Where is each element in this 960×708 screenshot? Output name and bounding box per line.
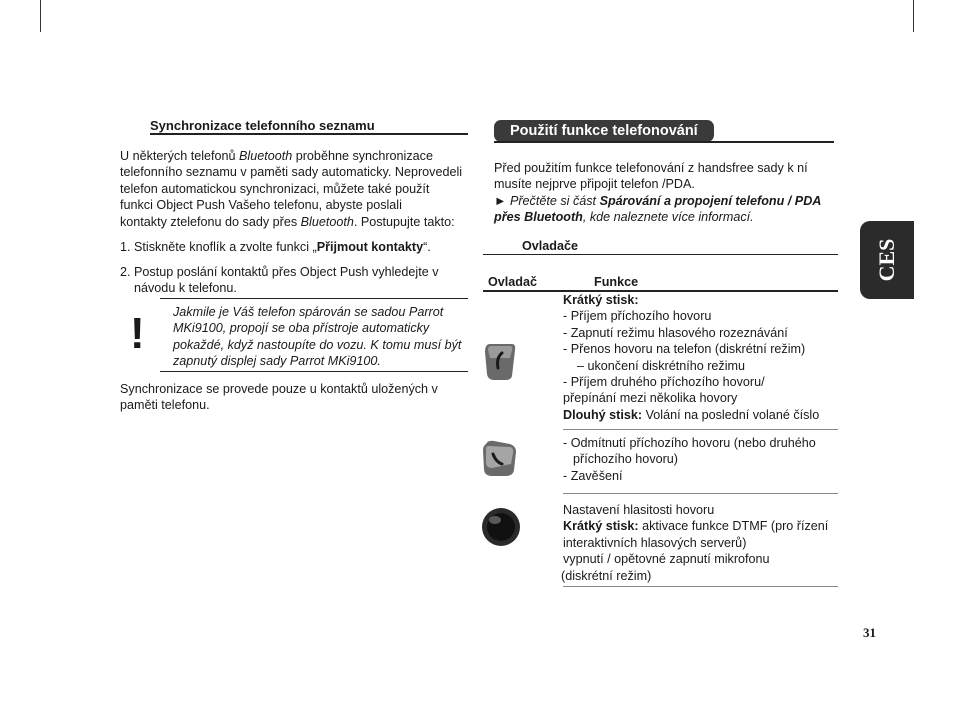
language-tab — [860, 221, 914, 299]
right-intro: Před použitím funkce telefonování z handsfree sady k ní musíte nejprve připojit telefon /PDA. ► Přečtěte si část Spárování a propojení telefonu / PDA přes Bluetooth, kde naleznete více informací. — [494, 161, 822, 225]
call-button-icon — [482, 340, 520, 384]
col-header-control: Ovladač — [488, 275, 538, 289]
intro-line: U některých telefonů Bluetooth proběhne synchronizace — [120, 149, 433, 163]
sync-outro: Synchronizace se provede pouze u kontaktů uložených v paměti telefonu. — [120, 382, 438, 413]
page-number: 31 — [863, 625, 876, 640]
step-1: 1. Stiskněte knoflík a zvolte funkci „Přijmout kontakty“. — [120, 240, 431, 254]
language-tab-label: CES — [874, 238, 899, 282]
col-header-function: Funkce — [594, 275, 639, 289]
sync-heading: Synchronizace telefonního seznamu — [150, 118, 375, 133]
note-text: Jakmile je Váš telefon spárován se sadou Parrot MKi9100, propojí se oba přístroje automaticky pokaždé, když nastoupíte do vozu. K tomu musí být zapnutý displej sady Parrot MKi9100. — [173, 305, 462, 369]
row1-functions: Krátký stisk: - Příjem příchozího hovoru - Zapnutí režimu hlasového rozeznávání - Přenos hovoru na telefon (diskrétní režim) – ukončení diskrétního režimu - Příjem druhého příchozího hovoru/ přepínání mezi několika hovory Dlouhý stisk: Volání na poslední volané číslo — [563, 293, 820, 422]
sync-intro — [120, 148, 480, 230]
row3-functions: Nastavení hlasitosti hovoru Krátký stisk: aktivace funkce DTMF (pro řízení interaktivních hlasových serverů) vypnutí / opětovné zapnutí mikrofonu (diskrétní režim) — [561, 503, 829, 583]
warning-icon: ! — [130, 309, 145, 358]
controls-heading: Ovladače — [522, 239, 579, 253]
controls-heading-rule — [483, 254, 838, 255]
row3-rule — [563, 586, 838, 587]
crop-mark-right — [913, 0, 914, 32]
sync-heading-rule — [150, 133, 468, 135]
intro-line: kontakty ztelefonu do sady přes Bluetooth. Postupujte takto: — [120, 214, 455, 229]
section-title-rule — [494, 141, 834, 143]
row1-rule — [563, 429, 838, 430]
note-top-rule — [160, 298, 468, 299]
row2-rule — [563, 493, 838, 494]
intro-line: telefonního seznamu v paměti sady automaticky. Neprovedeli — [120, 165, 463, 180]
intro-line: funkci Object Push Vašeho telefonu, abyste poslali — [120, 198, 402, 213]
section-title-pill: Použití funkce telefonování — [494, 120, 714, 142]
crop-mark-left — [40, 0, 41, 32]
intro-line: telefon automatickou synchronizaci, můžete také použít — [120, 181, 430, 196]
hangup-button-icon — [480, 438, 520, 480]
step-2: 2. Postup poslání kontaktů přes Object Push vyhledejte v návodu k telefonu. — [120, 265, 439, 296]
jog-wheel-icon — [480, 506, 522, 548]
note-bottom-rule — [160, 371, 468, 372]
row2-functions: - Odmítnutí příchozího hovoru (nebo druhého příchozího hovoru) - Zavěšení — [563, 436, 816, 483]
